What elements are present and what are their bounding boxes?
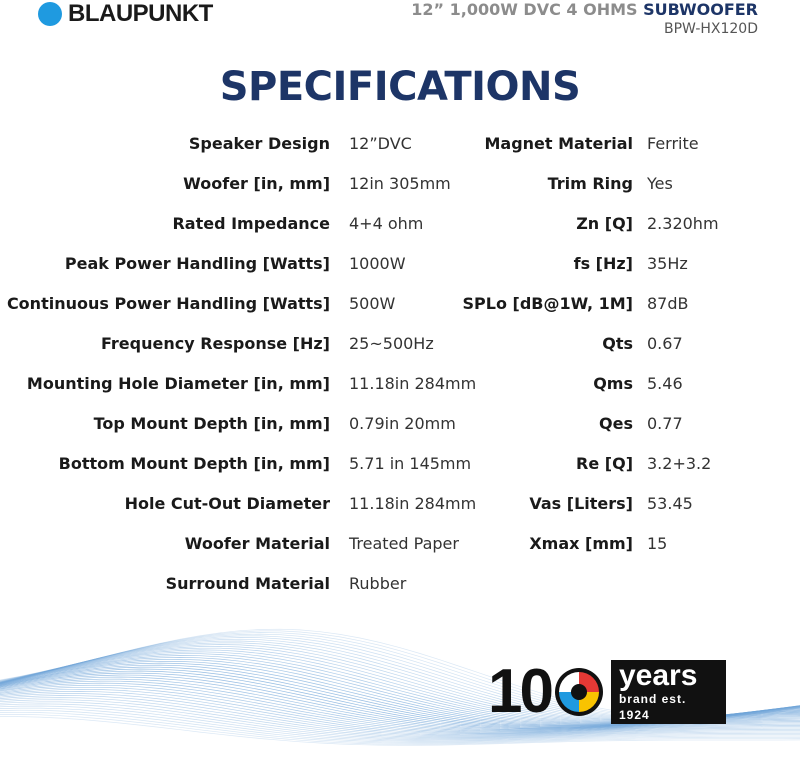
color-ring-icon xyxy=(551,664,607,720)
spec-label: Hole Cut-Out Diameter xyxy=(124,494,330,513)
spec-value: 3.2+3.2 xyxy=(647,454,712,473)
brand-dot-icon xyxy=(38,2,62,26)
spec-value: 0.77 xyxy=(647,414,683,433)
product-title-prefix: 12” 1,000W DVC 4 OHMS xyxy=(411,0,644,19)
spec-value: 2.320hm xyxy=(647,214,719,233)
spec-label: Magnet Material xyxy=(484,134,633,153)
spec-value: Ferrite xyxy=(647,134,699,153)
spec-value: 35Hz xyxy=(647,254,688,273)
spec-value: Treated Paper xyxy=(349,534,459,553)
spec-row xyxy=(0,204,800,244)
spec-label: Surround Material xyxy=(165,574,330,593)
spec-label: Re [Q] xyxy=(576,454,633,473)
spec-label: Speaker Design xyxy=(188,134,330,153)
spec-row xyxy=(0,284,800,324)
spec-value: 0.67 xyxy=(647,334,683,353)
spec-label: Continuous Power Handling [Watts] xyxy=(6,294,330,313)
anniversary-badge xyxy=(488,657,726,726)
badge-established: brand est. 1924 xyxy=(618,692,687,722)
spec-value: 15 xyxy=(647,534,668,553)
spec-row xyxy=(0,564,800,604)
spec-label: Trim Ring xyxy=(547,174,633,193)
spec-value: 11.18in 284mm xyxy=(349,494,477,513)
product-title xyxy=(411,0,758,20)
spec-label: Frequency Response [Hz] xyxy=(100,334,330,353)
badge-number: 10 xyxy=(488,657,551,726)
spec-label: Peak Power Handling [Watts] xyxy=(64,254,330,273)
spec-label: Rated Impedance xyxy=(172,214,330,233)
spec-value: 87dB xyxy=(647,294,689,313)
spec-value: 5.71 in 145mm xyxy=(349,454,472,473)
spec-value: 12in 305mm xyxy=(349,174,451,193)
spec-value: 53.45 xyxy=(647,494,693,513)
spec-value: 12”DVC xyxy=(349,134,412,153)
spec-value: Rubber xyxy=(349,574,407,593)
spec-value: 11.18in 284mm xyxy=(349,374,477,393)
spec-label: Qts xyxy=(602,334,633,353)
spec-row xyxy=(0,484,800,524)
spec-row xyxy=(0,124,800,164)
spec-label: Mounting Hole Diameter [in, mm] xyxy=(26,374,330,393)
spec-label: Qes xyxy=(599,414,633,433)
brand-name: BLAUPUNKT xyxy=(68,0,213,27)
spec-row xyxy=(0,244,800,284)
product-title-accent: SUBWOOFER xyxy=(643,0,758,19)
spec-row xyxy=(0,404,800,444)
spec-row xyxy=(0,444,800,484)
spec-value: 1000W xyxy=(349,254,406,273)
spec-label: Vas [Liters] xyxy=(529,494,633,513)
spec-value: 4+4 ohm xyxy=(349,214,424,233)
spec-label: fs [Hz] xyxy=(573,254,633,273)
spec-value: 5.46 xyxy=(647,374,683,393)
spec-label: Zn [Q] xyxy=(576,214,633,233)
spec-value: 500W xyxy=(349,294,396,313)
spec-label: Bottom Mount Depth [in, mm] xyxy=(58,454,330,473)
spec-value: 0.79in 20mm xyxy=(349,414,456,433)
badge-years: years xyxy=(618,659,698,692)
spec-label: SPLo [dB@1W, 1M] xyxy=(462,294,633,313)
badge-label-box xyxy=(611,660,726,724)
spec-label: Woofer Material xyxy=(184,534,330,553)
spec-row xyxy=(0,364,800,404)
spec-value: Yes xyxy=(647,174,673,193)
spec-label: Xmax [mm] xyxy=(529,534,633,553)
spec-value: 25~500Hz xyxy=(349,334,434,353)
spec-row xyxy=(0,164,800,204)
spec-label: Top Mount Depth [in, mm] xyxy=(93,414,330,433)
spec-label: Woofer [in, mm] xyxy=(183,174,330,193)
product-model: BPW-HX120D xyxy=(664,21,758,37)
spec-row xyxy=(0,524,800,564)
product-header xyxy=(411,0,758,38)
page-title: SPECIFICATIONS xyxy=(219,64,581,110)
spec-row xyxy=(0,324,800,364)
brand-logo xyxy=(38,0,213,28)
spec-label: Qms xyxy=(593,374,633,393)
